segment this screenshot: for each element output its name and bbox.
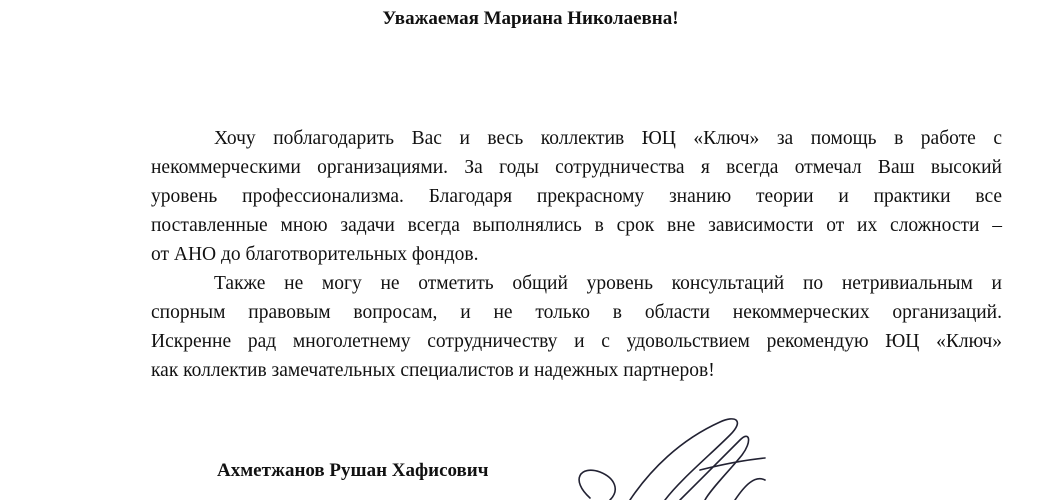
paragraph-1 xyxy=(151,124,1002,269)
text-line: уровень профессионализма. Благодаря прекрасному знанию теории и практики все xyxy=(151,186,1002,207)
paragraph-2 xyxy=(151,269,1002,385)
text-line: Хочу поблагодарить Вас и весь коллектив ЮЦ «Ключ» за помощь в работе с xyxy=(214,128,1002,149)
letter-body xyxy=(151,124,1002,385)
text-line: спорным правовым вопросам, и не только в области некоммерческих организаций. xyxy=(151,302,1002,323)
text-line: Также не могу не отметить общий уровень консультаций по нетривиальным и xyxy=(214,273,1002,294)
text-line: от АНО до благотворительных фондов. xyxy=(151,244,479,265)
text-line: поставленные мною задачи всегда выполнялись в срок вне зависимости от их сложности – xyxy=(151,215,1002,236)
text-line: Искренне рад многолетнему сотрудничеству и с удовольствием рекомендую ЮЦ «Ключ» xyxy=(151,331,1002,352)
text-line: некоммерческими организациями. За годы сотрудничества я всегда отмечал Ваш высокий xyxy=(151,157,1002,178)
handwritten-signature xyxy=(560,410,780,500)
letter-salutation: Уважаемая Мариана Николаевна! xyxy=(382,8,679,29)
signer-name: Ахметжанов Рушан Хафисович xyxy=(217,460,489,481)
text-line: как коллектив замечательных специалистов и надежных партнеров! xyxy=(151,360,715,381)
